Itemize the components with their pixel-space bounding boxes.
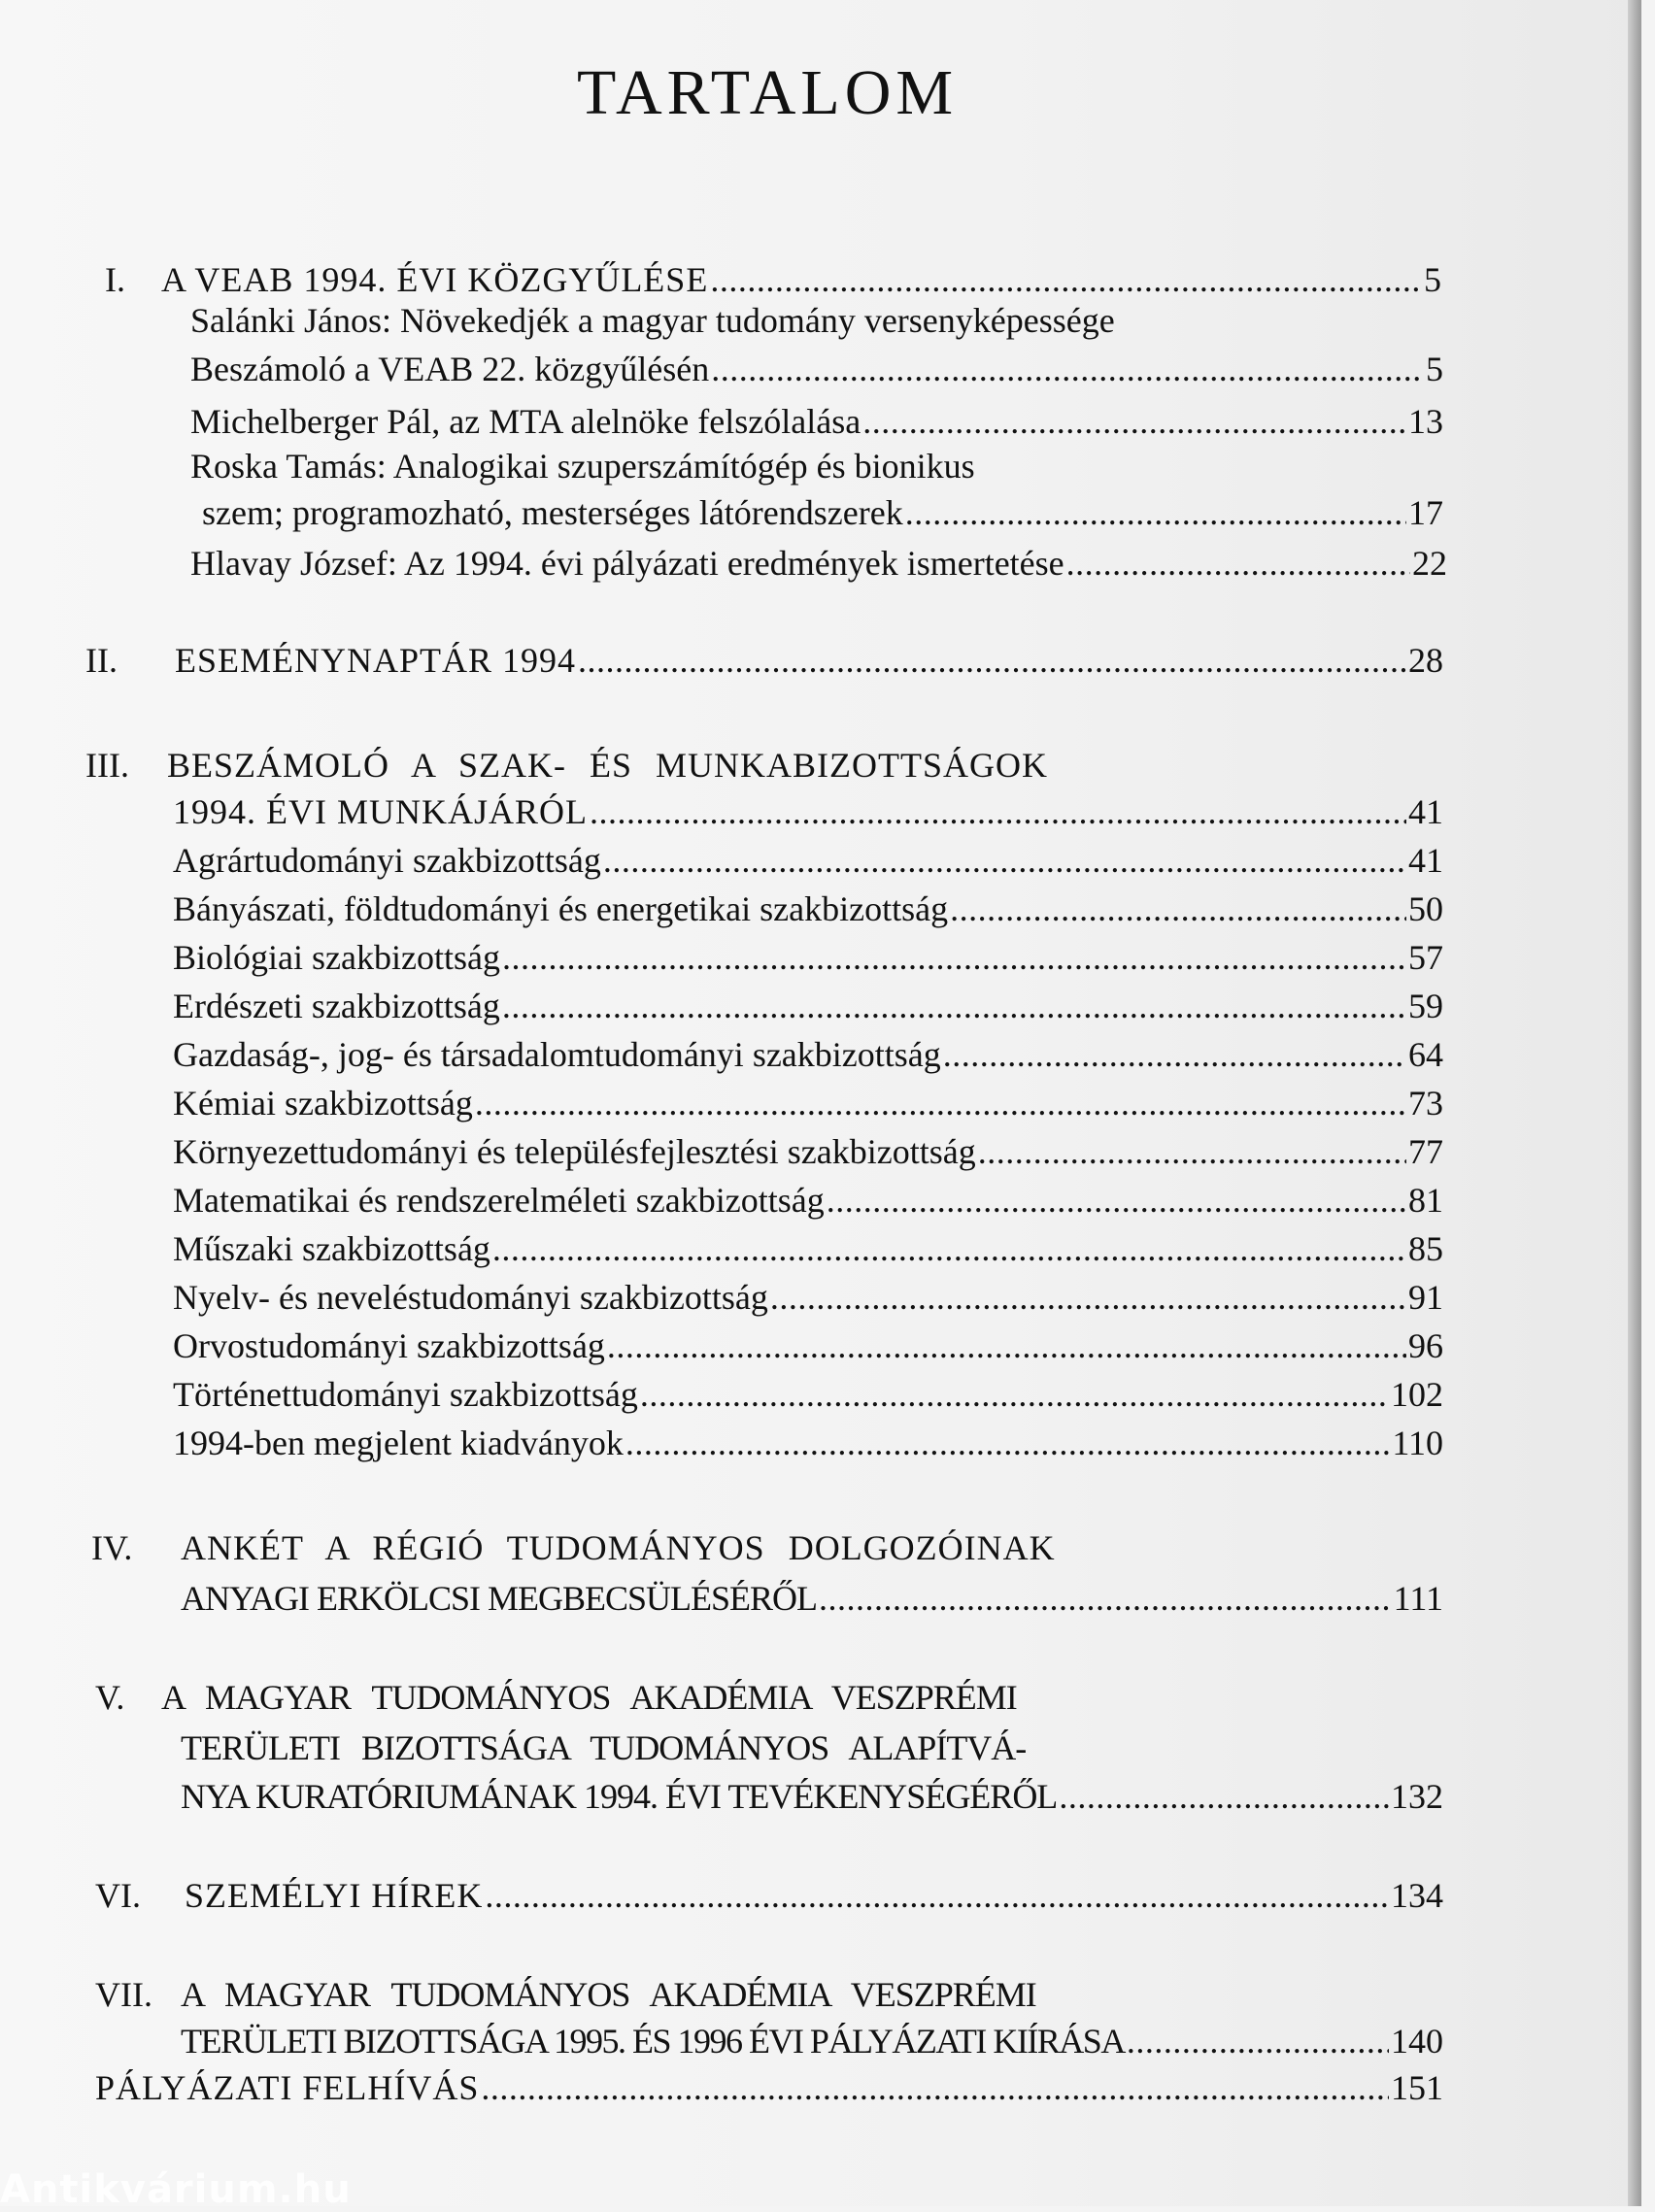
toc-section-7 xyxy=(95,1971,1443,2018)
section-number: V. xyxy=(95,1678,125,1717)
toc-entry xyxy=(173,934,1443,981)
toc-entry xyxy=(173,1128,1443,1175)
entry-title: 1994-ben megjelent kiadványok xyxy=(173,1424,624,1462)
entry-title: Erdészeti szakbizottság xyxy=(173,987,500,1025)
leader-dots xyxy=(481,2064,1389,2111)
page-number: 102 xyxy=(1391,1375,1443,1414)
entry-title: PÁLYÁZATI FELHÍVÁS xyxy=(95,2068,480,2107)
entry-title: Kémiai szakbizottság xyxy=(173,1084,473,1123)
leader-dots xyxy=(502,934,1406,981)
watermark: Antikvárium.hu xyxy=(0,2167,352,2212)
leader-dots xyxy=(827,1177,1406,1223)
page-number: 50 xyxy=(1408,889,1443,928)
leader-dots xyxy=(625,1420,1390,1466)
leader-dots xyxy=(710,256,1422,303)
toc-section-5-line-2 xyxy=(181,1725,1443,1771)
page-number: 96 xyxy=(1408,1326,1443,1365)
toc-entry xyxy=(173,1274,1443,1321)
toc-entry xyxy=(173,886,1443,932)
toc-entry xyxy=(190,346,1443,392)
section-title: TERÜLETI BIZOTTSÁGA 1995. ÉS 1996 ÉVI PÁLYÁZATI KIÍRÁSA xyxy=(181,2022,1125,2061)
page-number: 41 xyxy=(1408,841,1443,880)
page-number: 64 xyxy=(1408,1035,1443,1074)
page-number: 5 xyxy=(1424,260,1441,299)
leader-dots xyxy=(475,1080,1406,1126)
entry-title: Orvostudományi szakbizottság xyxy=(173,1326,605,1365)
leader-dots xyxy=(862,398,1406,445)
toc-section-6 xyxy=(95,1872,1443,1919)
toc-section-5 xyxy=(95,1674,1443,1721)
section-title: ESEMÉNYNAPTÁR 1994 xyxy=(175,641,577,680)
page-edge xyxy=(1628,0,1641,2206)
toc-section-1 xyxy=(105,256,1441,303)
toc-section-5-line-3 xyxy=(181,1773,1443,1820)
toc-section-3-line-2 xyxy=(173,788,1443,835)
section-title: SZEMÉLYI HÍREK xyxy=(185,1876,484,1915)
toc-section-3 xyxy=(85,742,1443,788)
toc-section-7-line-2 xyxy=(181,2018,1443,2064)
entry-title: Agrártudományi szakbizottság xyxy=(173,841,601,880)
page-number: 81 xyxy=(1408,1181,1443,1220)
entry-title: Hlavay József: Az 1994. évi pályázati eredmények ismertetése xyxy=(190,544,1064,583)
page-number: 77 xyxy=(1408,1132,1443,1171)
toc-final-entry xyxy=(95,2064,1443,2111)
leader-dots xyxy=(578,637,1406,684)
page-number: 73 xyxy=(1408,1084,1443,1123)
page-number: 41 xyxy=(1408,792,1443,831)
entry-title: Környezettudományi és településfejlesztési szakbizottság xyxy=(173,1132,976,1171)
toc-entry xyxy=(173,1177,1443,1223)
section-title: A VEAB 1994. ÉVI KÖZGYŰLÉSE xyxy=(161,260,709,299)
section-title: A MAGYAR TUDOMÁNYOS AKADÉMIA VESZPRÉMI xyxy=(181,1975,1036,2014)
toc-entry xyxy=(173,983,1443,1029)
toc-entry xyxy=(190,443,1443,489)
page-number: 110 xyxy=(1392,1424,1443,1462)
page-number: 132 xyxy=(1391,1777,1443,1816)
toc-entry xyxy=(173,1031,1443,1078)
toc-section-4 xyxy=(91,1525,1443,1571)
toc-entry xyxy=(173,1371,1443,1418)
page-number: 17 xyxy=(1408,493,1443,532)
leader-dots xyxy=(819,1575,1392,1622)
leader-dots xyxy=(502,983,1406,1029)
leader-dots xyxy=(1059,1773,1389,1820)
entry-title: Michelberger Pál, az MTA alelnöke felszólalása xyxy=(190,402,861,441)
section-number: III. xyxy=(85,746,129,785)
leader-dots xyxy=(1127,2018,1389,2064)
toc-entry xyxy=(173,1080,1443,1126)
toc-entry xyxy=(190,540,1447,587)
entry-title: Gazdaság-, jog- és társadalomtudományi szakbizottság xyxy=(173,1035,941,1074)
section-title: 1994. ÉVI MUNKÁJÁRÓL xyxy=(173,792,588,831)
page-number: 22 xyxy=(1412,544,1447,583)
leader-dots xyxy=(978,1128,1406,1175)
page-number: 85 xyxy=(1408,1229,1443,1268)
section-title: ANYAGI ERKÖLCSI MEGBECSÜLÉSÉRŐL xyxy=(181,1579,818,1618)
page-title: TARTALOM xyxy=(576,57,959,128)
toc-entry xyxy=(190,398,1443,445)
toc-entry xyxy=(190,297,1443,344)
section-title: BESZÁMOLÓ A SZAK- ÉS MUNKABIZOTTSÁGOK xyxy=(167,746,1049,785)
leader-dots xyxy=(607,1323,1406,1369)
leader-dots xyxy=(770,1274,1406,1321)
section-title: NYA KURATÓRIUMÁNAK 1994. ÉVI TEVÉKENYSÉGÉRŐL xyxy=(181,1777,1058,1816)
section-number: VI. xyxy=(95,1876,141,1915)
entry-title: Matematikai és rendszerelméleti szakbizottság xyxy=(173,1181,825,1220)
leader-dots xyxy=(711,346,1424,392)
entry-title: Biológiai szakbizottság xyxy=(173,938,500,977)
leader-dots xyxy=(950,886,1406,932)
page-number: 5 xyxy=(1426,350,1443,388)
page-number: 140 xyxy=(1391,2022,1443,2061)
section-number: I. xyxy=(105,260,125,299)
section-number: II. xyxy=(85,641,118,680)
leader-dots xyxy=(640,1371,1389,1418)
toc-entry xyxy=(173,837,1443,884)
leader-dots xyxy=(1066,540,1410,587)
entry-title: Bányászati, földtudományi és energetikai szakbizottság xyxy=(173,889,949,928)
entry-title: Roska Tamás: Analogikai szuperszámítógép és bionikus xyxy=(190,447,975,486)
entry-title: Nyelv- és neveléstudományi szakbizottság xyxy=(173,1278,768,1317)
leader-dots xyxy=(943,1031,1406,1078)
entry-title: Műszaki szakbizottság xyxy=(173,1229,490,1268)
toc-entry xyxy=(173,1420,1443,1466)
page-number: 151 xyxy=(1391,2068,1443,2107)
entry-title: szem; programozható, mesterséges látórendszerek xyxy=(202,493,903,532)
page-number: 91 xyxy=(1408,1278,1443,1317)
leader-dots xyxy=(485,1872,1389,1919)
entry-title: Történettudományi szakbizottság xyxy=(173,1375,638,1414)
page-number: 28 xyxy=(1408,641,1443,680)
page-number: 134 xyxy=(1391,1876,1443,1915)
page-number: 59 xyxy=(1408,987,1443,1025)
page-number: 57 xyxy=(1408,938,1443,977)
leader-dots xyxy=(492,1225,1406,1272)
toc-section-2 xyxy=(85,637,1443,684)
section-number: VII. xyxy=(95,1975,152,2014)
leader-dots xyxy=(590,788,1406,835)
page-number: 111 xyxy=(1393,1579,1443,1618)
section-title: TERÜLETI BIZOTTSÁGA TUDOMÁNYOS ALAPÍTVÁ- xyxy=(181,1728,1027,1767)
leader-dots xyxy=(603,837,1406,884)
toc-section-4-line-2 xyxy=(181,1575,1443,1622)
entry-title: Salánki János: Növekedjék a magyar tudomány versenyképessége xyxy=(190,301,1115,340)
section-title: ANKÉT A RÉGIÓ TUDOMÁNYOS DOLGOZÓINAK xyxy=(181,1528,1056,1567)
section-number: IV. xyxy=(91,1528,133,1567)
toc-entry xyxy=(173,1323,1443,1369)
page-number: 13 xyxy=(1408,402,1443,441)
entry-title: Beszámoló a VEAB 22. közgyűlésén xyxy=(190,350,710,388)
leader-dots xyxy=(905,489,1406,536)
toc-entry xyxy=(202,489,1443,536)
section-title: A MAGYAR TUDOMÁNYOS AKADÉMIA VESZPRÉMI xyxy=(161,1678,1017,1717)
toc-entry xyxy=(173,1225,1443,1272)
